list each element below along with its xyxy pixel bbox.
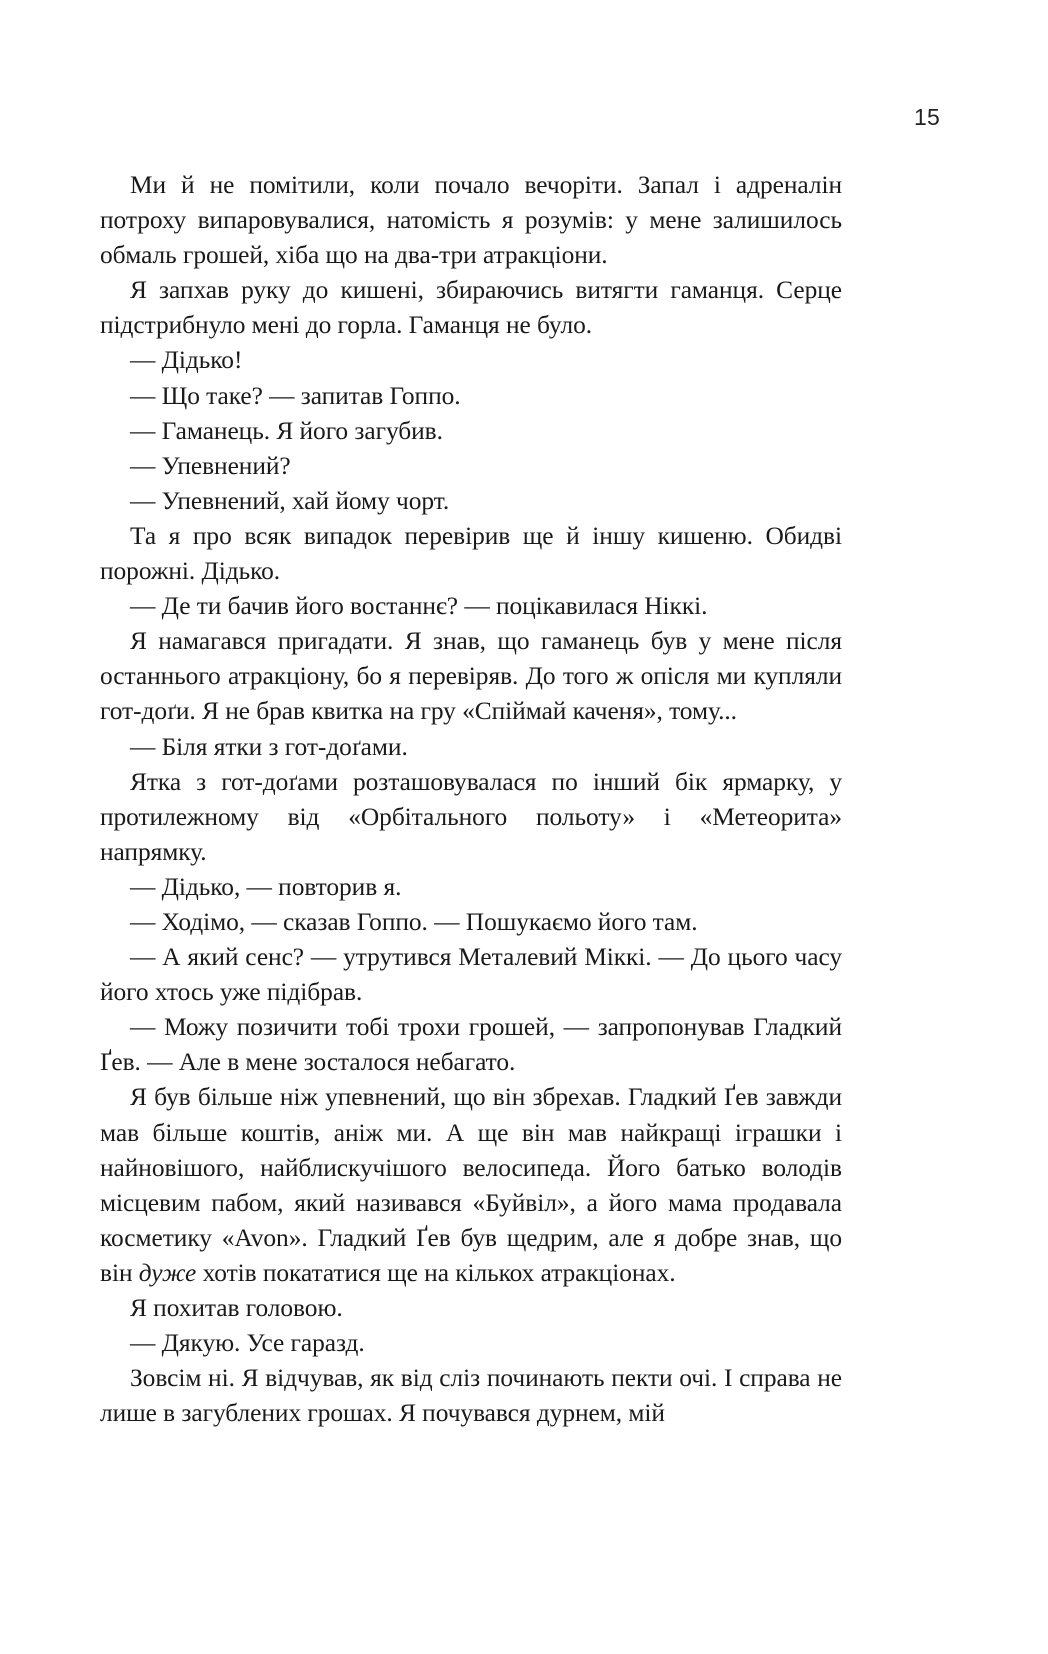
dialogue-line: — Дідько, — повторив я. <box>130 872 402 901</box>
dialogue-line: — Можу позичити тобі трохи грошей, — запропонував Гладкий Ґев. — Але в мене зосталося небагато. <box>100 1013 842 1077</box>
dialogue-line: — Ходімо, — сказав Гоппо. — Пошукаємо його там. <box>130 907 698 936</box>
dialogue-line: — Де ти бачив його востаннє? — поцікавилася Ніккі. <box>130 592 708 621</box>
dialogue-line: — Дідько! <box>130 346 243 375</box>
paragraph: Я намагався пригадати. Я знав, що гаманець був у мене після останнього атракціону, бо я перевіряв. До того ж опісля ми купляли гот-доґи. Я не брав квитка на гру «Спіймай каченя», тому... <box>100 627 842 726</box>
emphasized-word: дуже <box>138 1258 197 1287</box>
paragraph: Ми й не помітили, коли почало вечоріти. Запал і адреналін потроху випаровувалися, натомість я розумів: у мене залишилось обмаль грошей, хіба що на два-три атракціони. <box>100 171 842 270</box>
paragraph-continues-next-page: Зовсім ні. Я відчував, як від сліз починають пекти очі. І справа не лише в загублених грошах. Я почувався дурнем, мій <box>100 1364 842 1428</box>
dialogue-line: — Дякую. Усе гаразд. <box>130 1329 365 1358</box>
dialogue-line: — Упевнений, хай йому чорт. <box>130 486 450 515</box>
page-header <box>100 104 940 138</box>
paragraph: Ятка з гот-доґами розташовувалася по інший бік ярмарку, у протилежному від «Орбітального польоту» і «Метеорита» напрямку. <box>100 767 842 866</box>
paragraph: Та я про всяк випадок перевірив ще й іншу кишеню. Обидві порожні. Дідько. <box>100 521 842 586</box>
dialogue-line: — А який сенс? — утрутився Металевий Міккі. — До цього часу його хтось уже підібрав. <box>100 943 842 1007</box>
paragraph: Я похитав головою. <box>130 1294 343 1322</box>
page-number: 15 <box>914 104 940 130</box>
dialogue-line: — Що таке? — запитав Гоппо. <box>130 381 461 410</box>
dialogue-line: — Біля ятки з гот-доґами. <box>130 732 408 761</box>
text-segment: Я був більше ніж упевнений, що він збрехав. Гладкий Ґев завжди мав більше коштів, аніж ми. А ще він мав найкращі іграшки і найновішого, найблискучішого велосипеда. Його батько володів місцевим пабом, який називався «Буйвіл», а його мама продавала косметику «Avon». Гладкий Ґев був щедрим, але я добре знав, що він <box>100 1083 842 1287</box>
body-text-column <box>100 168 842 1431</box>
paragraph: Я запхав руку до кишені, збираючись витягти гаманця. Серце підстрибнуло мені до горла. Гаманця не було. <box>100 276 842 340</box>
paragraph-with-emphasis <box>100 1080 842 1291</box>
text-segment: хотів покататися ще на кількох атракціонах. <box>196 1258 676 1287</box>
dialogue-line: — Гаманець. Я його загубив. <box>130 416 443 445</box>
dialogue-line: — Упевнений? <box>130 451 291 480</box>
